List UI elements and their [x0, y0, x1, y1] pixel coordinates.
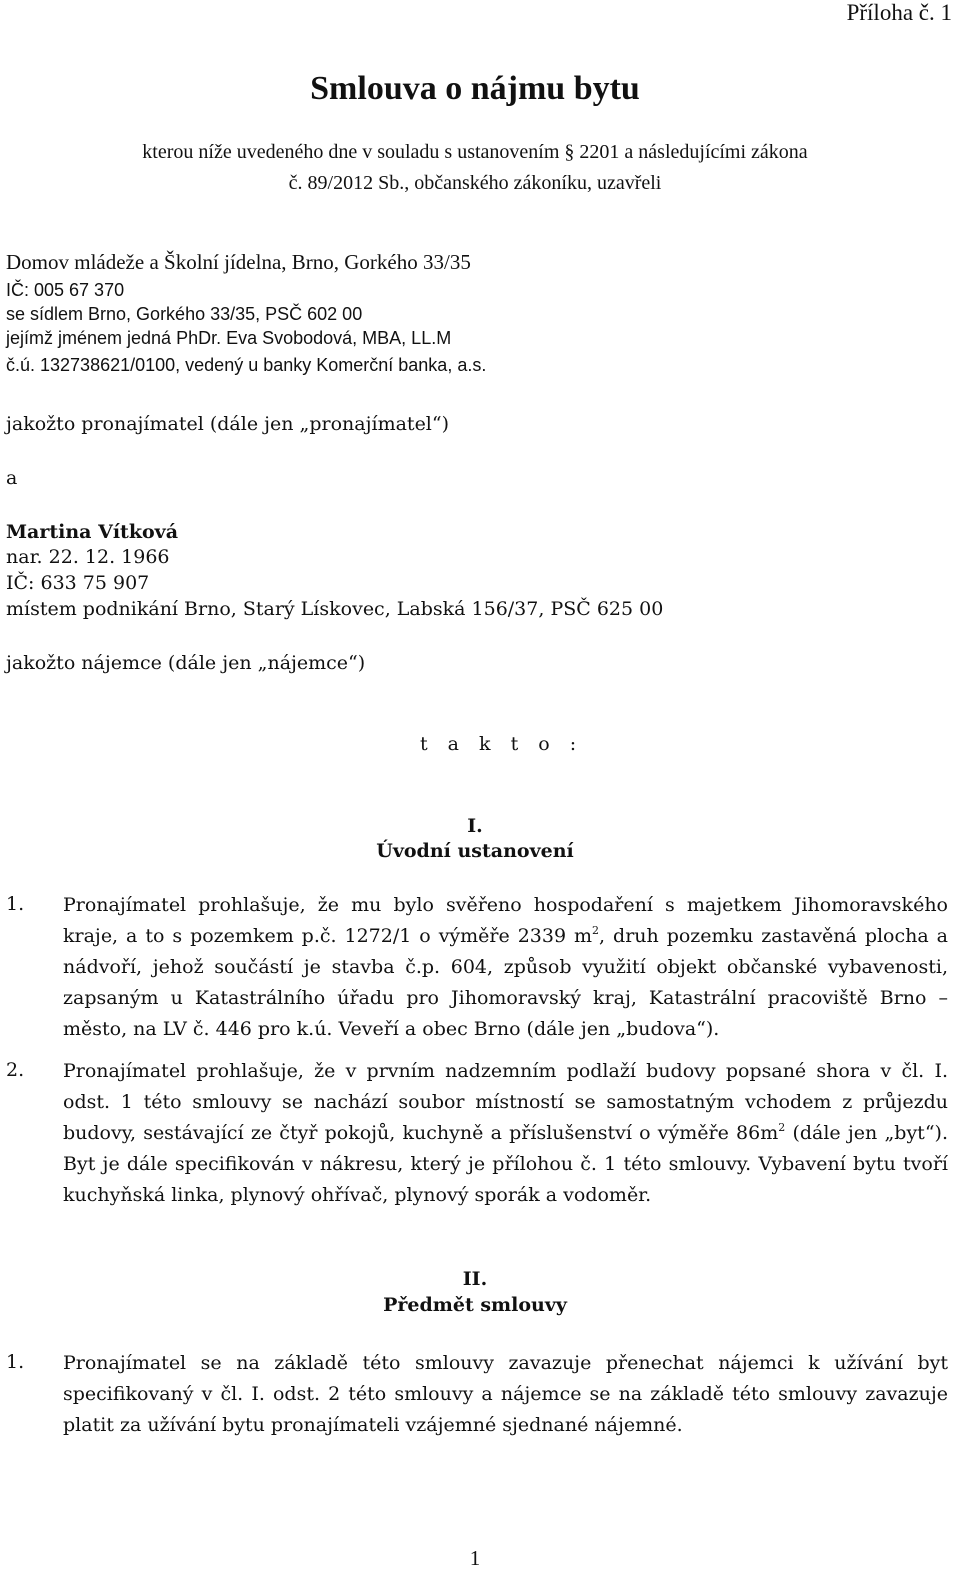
section-2-number: II. [462, 1268, 488, 1290]
section-1-item-2-text: Pronajímatel prohlašuje, že v prvním nadzemním podlaží budovy popsané shora v čl. I. odst. 1 této smlouvy se nachází soubor místností se samostatným vchodem z průjezdu budovy, sestávající ze čtyř pokojů, kuchyně a příslušenství o výměře $86m^2$ (dále jen „byt“). Byt je dále specifikován v nákresu, který je přílohou č. 1 této smlouvy. Vybavení bytu tvoří kuchyňská linka, plynový ohřívač, plynový sporák a vodoměr. [63, 1060, 948, 1206]
section-2-title: Předmět smlouvy [383, 1294, 567, 1316]
takto-heading: t a k t o : [420, 733, 584, 755]
lessor-account: č.ú. 132738621/0100, vedený u banky Komerční banka, a.s. [6, 355, 487, 375]
conjunction: a [6, 467, 18, 489]
tenant-business-address: místem podnikání Brno, Starý Lískovec, Labská 156/37, PSČ 625 00 [6, 598, 664, 620]
section-1-number: I. [467, 815, 483, 837]
document-title: Smlouva o nájmu bytu [310, 70, 640, 107]
lessor-role: jakožto pronajímatel (dále jen „pronajímatel“) [6, 413, 450, 435]
section-1-item-1-text: Pronajímatel prohlašuje, že mu bylo svěřeno hospodaření s majetkem Jihomoravského kraje, a to s pozemkem p.č. 1272/1 o výměře 2339 $m^2$, druh pozemku zastavěná plocha a nádvoří, jehož součástí je stavba č.p. 604, způsob využití objekt občanské vybavenosti, zapsaným u Katastrálního úřadu pro Jihomoravský kraj, Katastrální pracoviště Brno – město, na LV č. 446 pro k.ú. Veveří a obec Brno (dále jen „budova“). [63, 894, 948, 1040]
tenant-ico: IČ: 633 75 907 [6, 572, 150, 594]
page-number: 1 [469, 1546, 481, 1570]
lessor-seat: se sídlem Brno, Gorkého 33/35, PSČ 602 00 [6, 304, 363, 324]
section-1-item-1-number: 1. [6, 893, 25, 915]
lessor-representative: jejímž jménem jedná PhDr. Eva Svobodová, MBA, LL.M [6, 328, 452, 348]
annex-label: Příloha č. 1 [846, 0, 952, 25]
lessor-name: Domov mládeže a Školní jídelna, Brno, Gorkého 33/35 [6, 250, 471, 274]
section-2-item-1-text: Pronajímatel se na základě této smlouvy zavazuje přenechat nájemci k užívání byt specifikovaný v čl. I. odst. 2 této smlouvy a nájemce se na základě této smlouvy zavazuje platit za užívání bytu pronajímateli vzájemné sjednané nájemné. [63, 1352, 948, 1436]
section-2-item-1-number: 1. [6, 1351, 25, 1373]
tenant-name: Martina Vítková [6, 521, 179, 543]
tenant-role: jakožto nájemce (dále jen „nájemce“) [6, 652, 366, 674]
intro-line-1: kterou níže uvedeného dne v souladu s ustanovením § 2201 a následujícími zákona [142, 141, 808, 163]
intro-line-2: č. 89/2012 Sb., občanského zákoníku, uzavřeli [288, 172, 662, 194]
section-1-title: Úvodní ustanovení [376, 840, 574, 862]
section-1-item-2-number: 2. [6, 1059, 25, 1081]
tenant-birthdate: nar. 22. 12. 1966 [6, 546, 170, 568]
lessor-ico: IČ: 005 67 370 [6, 280, 125, 300]
